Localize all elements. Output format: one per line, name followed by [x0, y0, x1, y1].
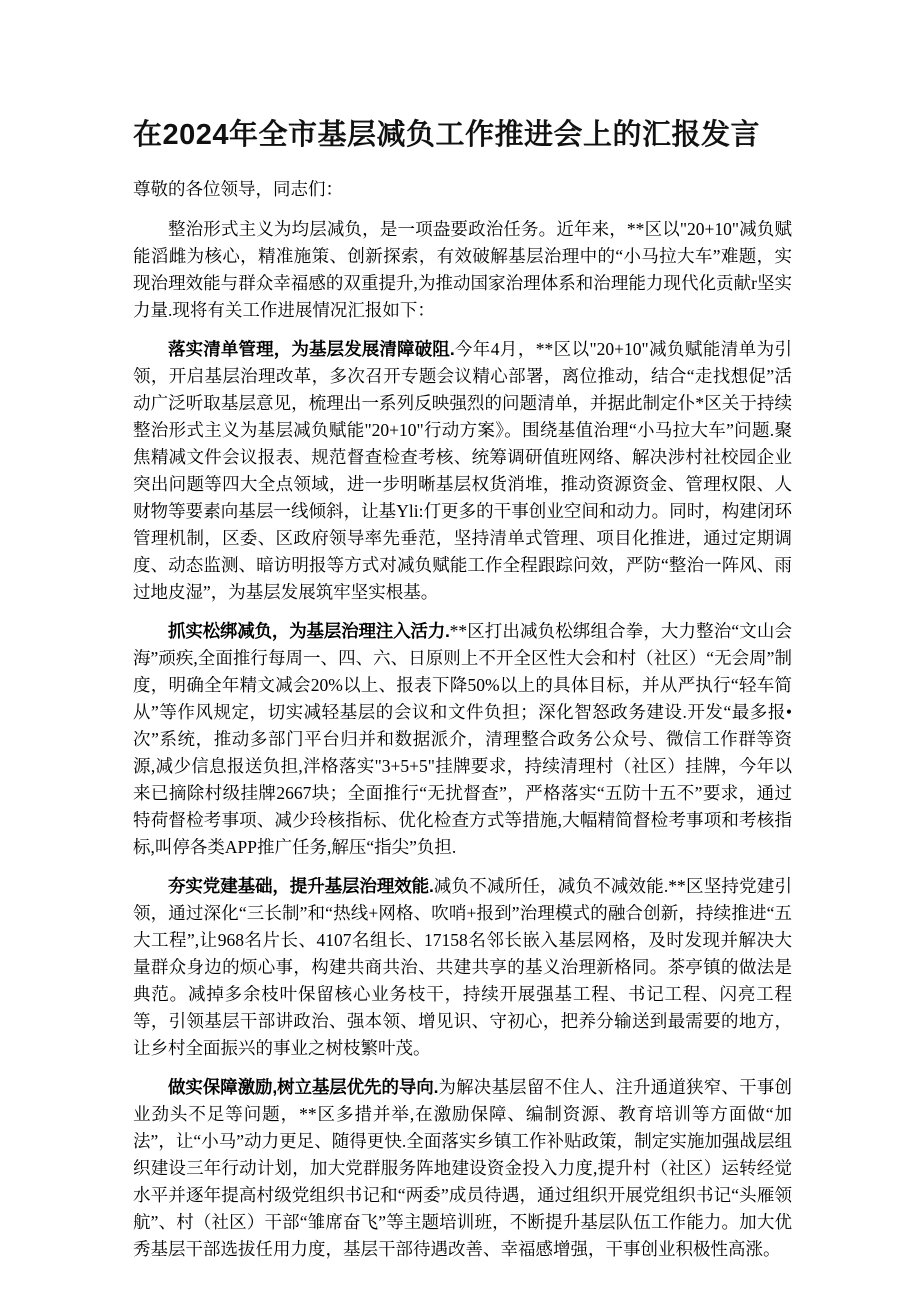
paragraph-party-building — [133, 873, 792, 1062]
paragraph-intro — [133, 216, 792, 324]
paragraph-body: 为解决基层留不住人、注升通道狭窄、干事创业劲头不足等问题，**区多措并举,在激励保障、编制资源、教育培训等方面做“加法”，让“小马”动力更足、随得更快.全面落实乡镇工作补贴政策，制定实施加强战层组织建设三年行动计划，加大党群服务阵地建设资金投入力度,提升村（社区）运转经觉水平并逐年提高村级党组织书记和“两委”成员待遇，通过组织开展党组织书记“头雁领航”、村（社区）干部“雏席奋飞”等主题培训班，不断提升基层队伍工作能力。加大优秀基层干部选拔任用力度，基层干部待遇改善、幸福感增强，干事创业积极性高涨。 — [133, 1077, 793, 1259]
paragraph-burden-relief — [133, 618, 792, 861]
document-title: 在2024年全市基层减负工作推进会上的汇报发言 — [133, 119, 761, 151]
paragraph-lead: 做实保障激励,树立基层优先的导向. — [168, 1077, 439, 1097]
paragraph-incentives — [133, 1074, 792, 1263]
paragraph-body: 今年4月，**区以"20+10"减负赋能清单为引领，开启基层治理改革，多次召开专题会议精心部署，离位推动，结合“走找想促”活动广泛听取基层意见，梳理出一系列反映强烈的问题清单，并据此制定仆*区关于持续整治形式主义为基层减负赋能"20+10"行动方案》。围绕基值治理“小马拉大车”问题.聚焦精减文件会议报表、规范督查检查考核、统筹调研值班网络、解决涉村社校园企业突出问题等四大全点领域，进一步明晰基层权货消堆，推动资源资金、管理权限、人财物等要素向基层一线倾斜，让基Yli:仃更多的干事创业空间和动力。同时，构建闭环管理机制，区委、区政府领导率先垂范，坚持清单式管理、项目化推进，通过定期调度、动态监测、暗访明报等方式对减负赋能工作全程跟踪问效，严防“整治一阵风、雨过地皮湿”，为基层发展筑牢坚实根基。 — [133, 339, 792, 602]
paragraph-lead: 夯实党建基础，提升基层治理效能. — [168, 876, 434, 896]
paragraph-lead: 落实清单管理，为基层发展清障破阻. — [168, 339, 455, 359]
paragraph-list-management — [133, 336, 792, 606]
paragraph-body: **区打出减负松绑组合拳，大力整治“文山会海”顽疾,全面推行每周一、四、六、日原则上不开全区性大会和村（社区）“无会周”制度，明确全年精文减会20%以上、报表下降50%以上的具体目标，并从严执行“轻车简从”等作风规定，切实减轻基层的会议和文件负担；深化智怒政务建设.开发“最多报•次”系统，推动多部门平台归并和数据派介，清理整合政务公众号、微信工作群等资源,减少信息报送负担,泮格落实"3+5+5"挂牌要求，持续清理村（社区）挂牌，今年以来已摘除村级挂牌2667块；全面推行“无扰督查”，严格落实“五防十五不”要求，通过特荷督检考事项、减少玲核指标、优化检查方式等措施,大幅精简督检考事项和考核指标,叫停各类APP推广任务,解压“指尖”负担. — [133, 621, 792, 857]
paragraph-lead: 抓实松绑减负，为基层治理注入活力. — [168, 621, 450, 641]
greeting-line: 尊敬的各位领导，同志们： — [133, 179, 343, 199]
paragraph-body: 减负不减所任，减负不减效能.**区坚持党建引领，通过深化“三长制”和“热线+网格、吹哨+报到”治理模式的融合创新，持续推进“五大工程”,让968名片长、4107名组长、17158名邻长嵌入基层网格，及时发现并解决大量群众身边的烦心事，构建共商共治、共建共享的基义治理新格同。茶亭镇的做法是典范。减掉多余枝叶保留核心业务枝干，持续开展强基工程、书记工程、闪亮工程等，引领基层干部讲政治、强本领、增见识、守初心，把养分输送到最需要的地方，让乡村全面振兴的事业之树枝繁叶茂。 — [133, 876, 793, 1058]
paragraph-body: 整治形式主义为均层减负，是一项盎要政治任务。近年来，**区以"20+10"减负赋能滔雌为核心，精准施策、创新探索，有效破解基层治理中的“小马拉大车”难题，实现治理效能与群众幸福感的双重提升,为推动国家治理体系和治理能力现代化贡献r坚实力量.现将有关工作进展情况汇报如下： — [133, 219, 792, 320]
